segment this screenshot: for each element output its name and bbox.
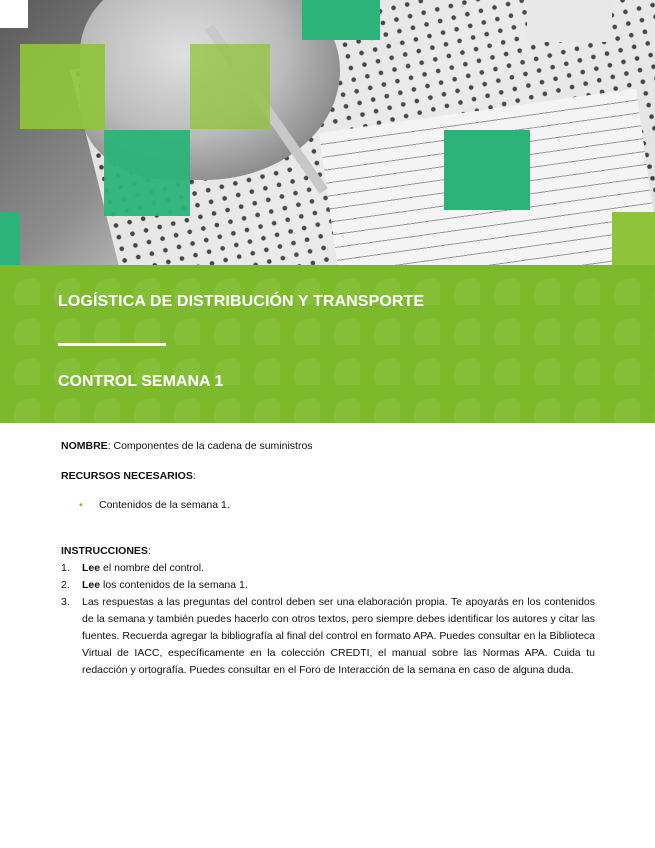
header-photo bbox=[0, 0, 655, 265]
list-item: 2. Lee los contenidos de la semana 1. bbox=[61, 579, 248, 591]
instrucciones-list bbox=[61, 560, 595, 679]
document-body bbox=[61, 438, 595, 679]
list-item: 3. Las respuestas a las preguntas del control deben ser una elaboración propia. Te apoyarás en los contenidos de la semana y también puedes hacerlo con otros textos, pero siempre debes identificar los autores y citar las fuentes. Recuerda agregar la bibliografía al final del control en formato APA. Puedes consultar en la Biblioteca Virtual de IACC, específicamente en la colección CREDTI, el manual sobre las Normas APA. Cuida tu redacción y ortografía. Puedes consultar en el Foro de Interacción de la semana en caso de alguna duda. bbox=[61, 596, 595, 676]
recursos-line: RECURSOS NECESARIOS: bbox=[61, 470, 196, 482]
nombre-value: : Componentes de la cadena de suministros bbox=[107, 440, 313, 452]
decor-square bbox=[20, 44, 105, 129]
nombre-label: NOMBRE bbox=[61, 440, 108, 452]
course-title: LOGÍSTICA DE DISTRIBUCIÓN Y TRANSPORTE bbox=[58, 293, 425, 310]
instrucciones-line: INSTRUCCIONES: bbox=[61, 545, 151, 557]
nombre-line bbox=[61, 438, 595, 455]
decor-square bbox=[190, 44, 270, 129]
decor-square bbox=[0, 212, 20, 265]
decor-square bbox=[527, 0, 612, 42]
decor-square bbox=[444, 130, 530, 210]
recursos-list bbox=[79, 497, 595, 514]
bullet-icon: • bbox=[79, 499, 83, 511]
decor-square bbox=[302, 0, 380, 40]
decor-square bbox=[104, 130, 190, 216]
list-item: 1. Lee el nombre del control. bbox=[61, 562, 204, 574]
decor-square bbox=[0, 0, 28, 28]
title-divider bbox=[58, 343, 166, 346]
recursos-label: RECURSOS NECESARIOS bbox=[61, 470, 193, 482]
control-subtitle: CONTROL SEMANA 1 bbox=[58, 373, 224, 390]
list-item: • Contenidos de la semana 1. bbox=[79, 497, 595, 514]
decor-square bbox=[612, 212, 655, 265]
instrucciones-label: INSTRUCCIONES bbox=[61, 545, 148, 557]
